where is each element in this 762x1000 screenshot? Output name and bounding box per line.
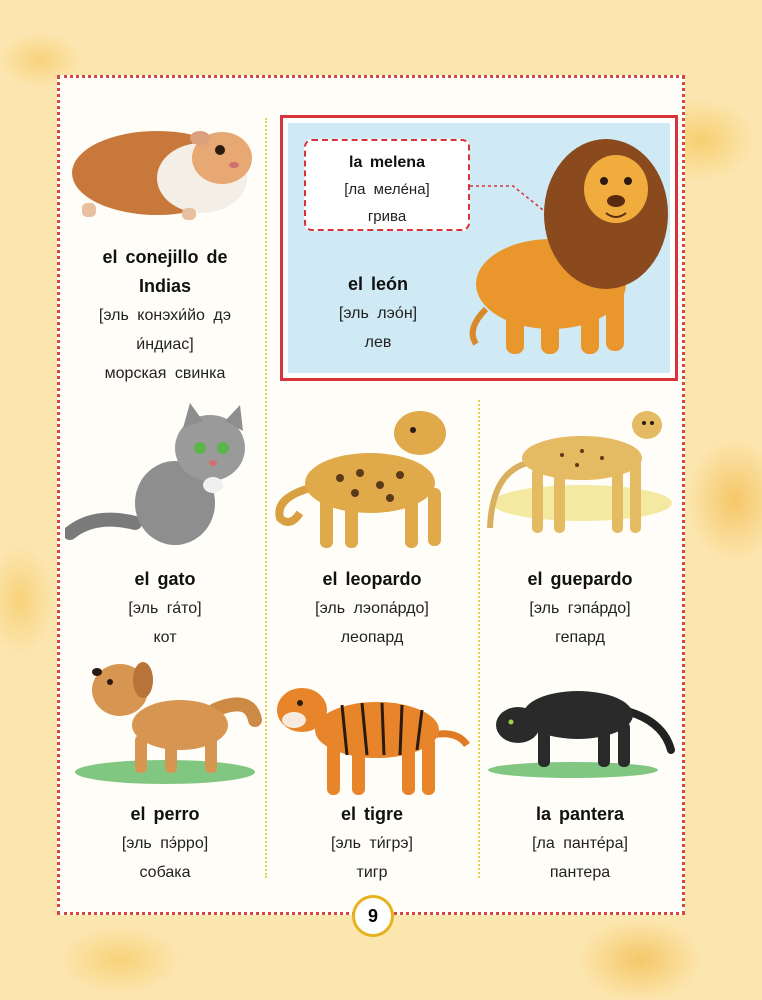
column-divider — [265, 118, 267, 878]
tiger-translation: тигр — [356, 864, 388, 881]
dog-word: el perro — [130, 804, 200, 824]
tiger-illustration — [272, 675, 472, 805]
page-number: 9 — [352, 895, 394, 937]
lion-word: el león — [347, 274, 408, 294]
lion-translation: лев — [364, 334, 392, 351]
panther-translation: пантера — [549, 864, 611, 881]
panther-word: la pantera — [535, 804, 625, 824]
leopard-translation: леопард — [340, 629, 404, 646]
cheetah-transcription: [эль гэпа́рдо] — [529, 600, 631, 617]
mane-translation: грива — [367, 208, 407, 225]
leopard-illustration — [270, 403, 470, 553]
cheetah-word: el guepardo — [527, 569, 633, 589]
leopard-card — [268, 565, 476, 652]
guinea-pig-translation: морская свинка — [104, 365, 226, 382]
lion-card — [280, 115, 678, 381]
lion-card-background — [288, 123, 670, 373]
guinea-pig-card — [65, 243, 265, 388]
panther-card — [480, 800, 680, 887]
guinea-pig-transcription-line1: [эль конэхи́йо дэ — [98, 307, 232, 324]
cat-transcription: [эль га́то] — [128, 600, 202, 617]
dog-transcription: [эль пэ́рро] — [121, 835, 209, 852]
cheetah-translation: гепард — [555, 629, 605, 646]
dog-translation: собака — [139, 864, 191, 881]
guinea-pig-word-line1: el conejillo de — [102, 247, 228, 267]
mane-word: la melena — [349, 154, 425, 171]
leopard-word: el leopardo — [322, 569, 422, 589]
leopard-transcription: [эль лэопа́рдо] — [315, 600, 429, 617]
panther-illustration — [483, 670, 678, 780]
dog-card — [65, 800, 265, 887]
cat-word: el gato — [134, 569, 196, 589]
panther-transcription: [ла панте́ра] — [532, 835, 628, 852]
cat-card — [65, 565, 265, 652]
dog-illustration — [65, 650, 265, 790]
guinea-pig-illustration — [62, 108, 262, 228]
guinea-pig-transcription-line2: и́ндиас] — [136, 336, 194, 353]
cheetah-illustration — [482, 403, 672, 553]
mane-callout — [304, 139, 470, 231]
tiger-transcription: [эль ти́грэ] — [331, 835, 413, 852]
mane-transcription: [ла меле́на] — [344, 181, 430, 198]
guinea-pig-word-line2: Indias — [138, 276, 191, 296]
lion-illustration — [456, 129, 676, 359]
tiger-card — [268, 800, 476, 887]
cheetah-card — [480, 565, 680, 652]
lion-text — [308, 270, 448, 357]
cat-illustration — [65, 403, 265, 553]
lion-transcription: [эль лэо́н] — [338, 305, 418, 322]
tiger-word: el tigre — [340, 804, 404, 824]
cat-translation: кот — [153, 629, 177, 646]
